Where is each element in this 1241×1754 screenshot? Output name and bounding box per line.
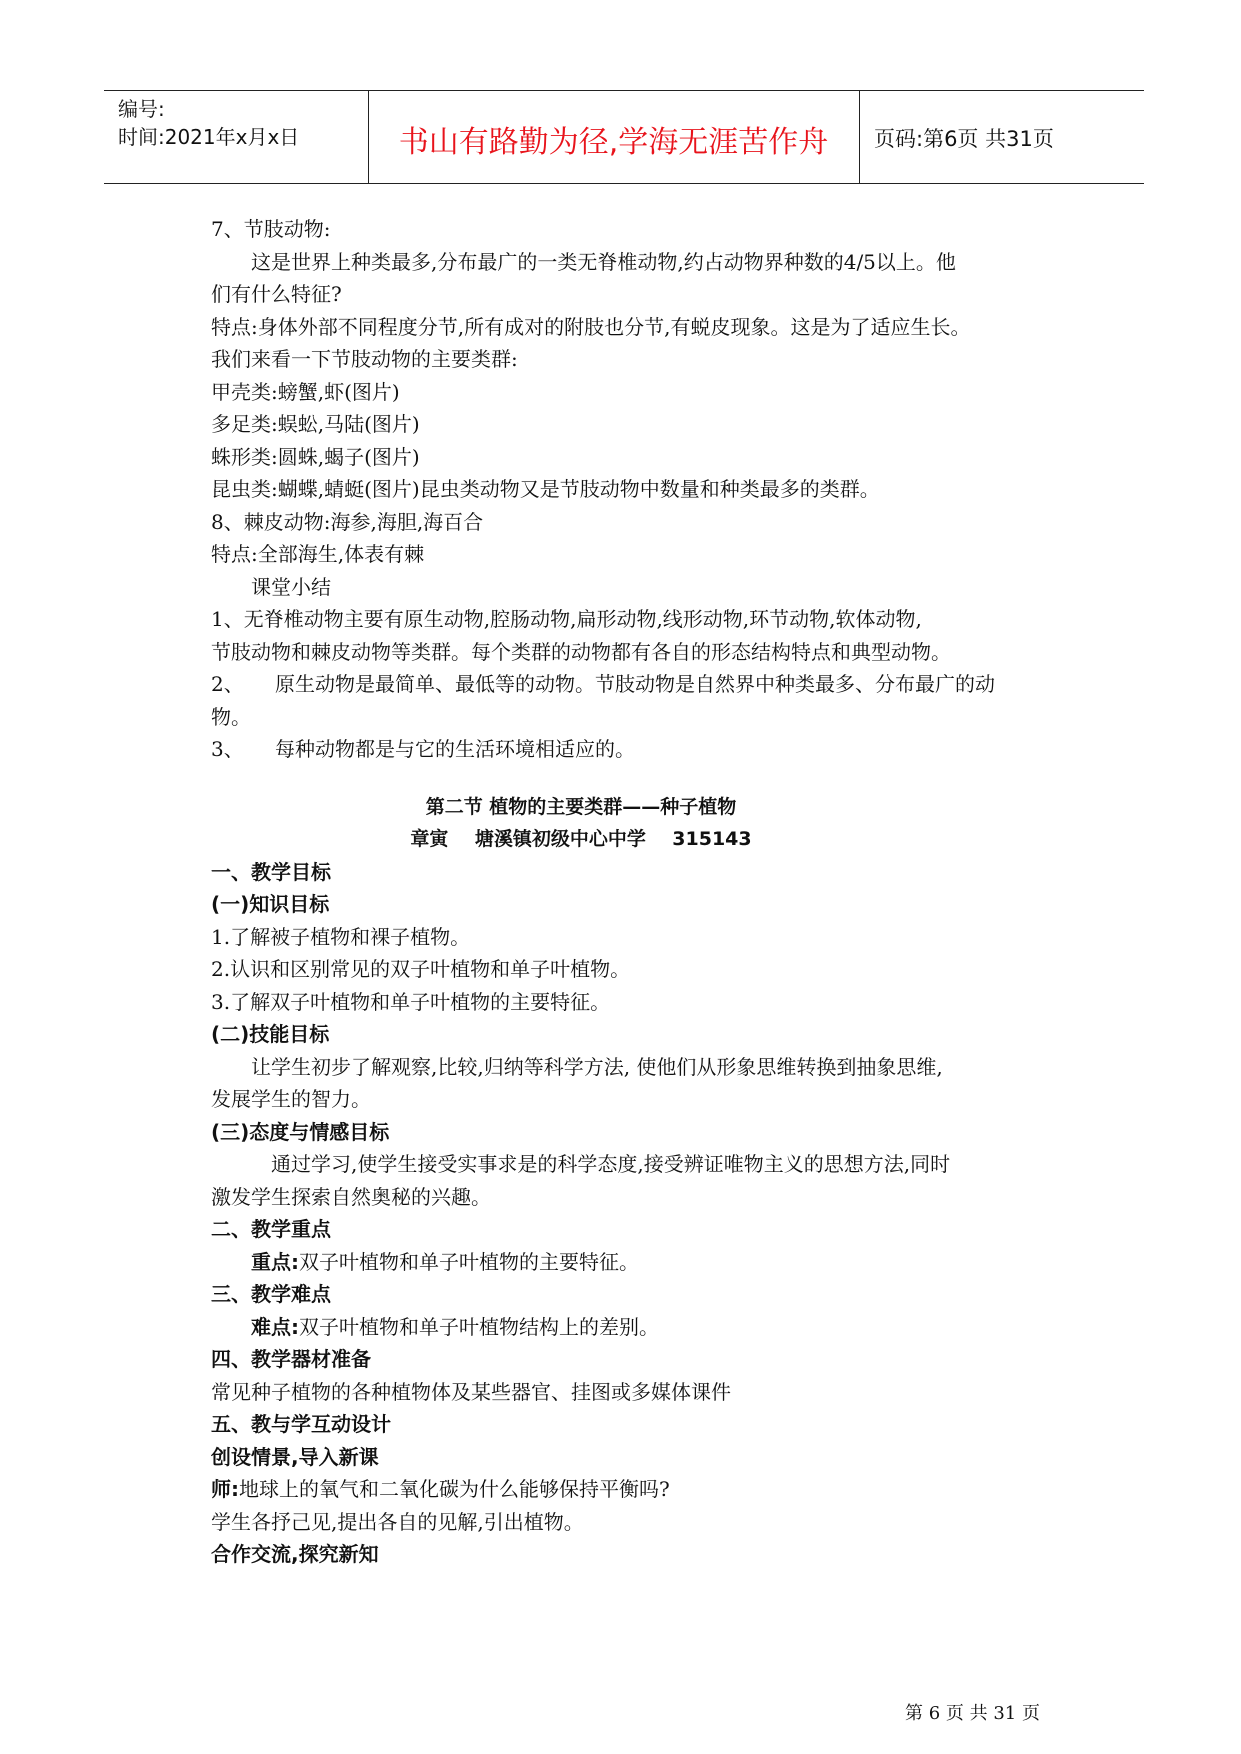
- item8-feature: 特点:全部海生,体表有棘: [211, 542, 425, 566]
- header-page-cell: [860, 91, 1144, 183]
- page-header: [104, 90, 1144, 184]
- knowledge-item-2: 2.认识和区别常见的双子叶植物和单子叶植物。: [211, 957, 631, 981]
- attitude-line1: 通过学习,使学生接受实事求是的科学态度,接受辨证唯物主义的思想方法,同时: [271, 1152, 951, 1176]
- item8-title: 8、棘皮动物:海参,海胆,海百合: [211, 509, 484, 534]
- document-body: [211, 213, 1071, 1571]
- item7-intro-line1: 这是世界上种类最多,分布最广的一类无脊椎动物,约占动物界种数的4/5以上。他: [251, 249, 956, 274]
- knowledge-item-1: 1.了解被子植物和裸子植物。: [211, 924, 471, 949]
- header-motto: 书山有路勤为径,学海无涯苦作舟: [398, 125, 829, 160]
- equipment-text: 常见种子植物的各种植物体及某些器官、挂图或多媒体课件: [211, 1379, 731, 1404]
- attitude-line2: 激发学生探索自然奥秘的兴趣。: [211, 1184, 491, 1209]
- knowledge-item-3: 3.了解双子叶植物和单子叶植物的主要特征。: [211, 989, 611, 1014]
- summary3-text: 每种动物都是与它的生活环境相适应的。: [275, 737, 635, 761]
- item7-title: 7、节肢动物:: [211, 217, 331, 241]
- key-point-text: 双子叶植物和单子叶植物的主要特征。: [299, 1249, 639, 1274]
- student-line: 学生各抒己见,提出各自的见解,引出植物。: [211, 1509, 584, 1534]
- difficulty-label: 难点:: [251, 1314, 299, 1339]
- item7-groups-intro: 我们来看一下节肢动物的主要类群:: [211, 347, 518, 371]
- author-line: 章寅 塘溪镇初级中心中学 315143: [410, 828, 752, 850]
- summary-title: 课堂小结: [251, 574, 331, 599]
- heading-attitude-goals: (三)态度与情感目标: [211, 1119, 390, 1144]
- heading-key-points: 二、教学重点: [211, 1217, 331, 1241]
- page-footer: 第 6 页 共 31 页: [905, 1703, 1040, 1724]
- group-crustacean: 甲壳类:螃蟹,虾(图片): [211, 379, 400, 404]
- key-point-label: 重点:: [251, 1249, 299, 1274]
- skill-line2: 发展学生的智力。: [211, 1087, 371, 1111]
- group-insect: 昆虫类:蝴蝶,蜻蜓(图片)昆虫类动物又是节肢动物中数量和种类最多的类群。: [211, 477, 880, 501]
- header-left-cell: [104, 91, 369, 183]
- item7-intro-line2: 们有什么特征?: [211, 282, 342, 306]
- heading-interaction-design: 五、教与学互动设计: [211, 1412, 391, 1436]
- key-point-line: [211, 1246, 1071, 1279]
- document-number-label: 编号:: [118, 97, 165, 121]
- difficulty-line: [211, 1311, 1071, 1344]
- heading-difficulties: 三、教学难点: [211, 1282, 331, 1306]
- summary2-line2: 物。: [211, 704, 251, 729]
- heading-teaching-goals: 一、教学目标: [211, 859, 331, 884]
- difficulty-text: 双子叶植物和单子叶植物结构上的差别。: [299, 1314, 659, 1339]
- summary3-line: [211, 733, 1071, 766]
- summary3-number: 3、: [211, 737, 244, 761]
- summary2-line1: [211, 668, 1071, 701]
- group-myriapod: 多足类:蜈蚣,马陆(图片): [211, 412, 420, 436]
- teacher-line: [211, 1473, 1071, 1506]
- heading-cooperate-explore: 合作交流,探究新知: [211, 1542, 379, 1566]
- skill-line1: 让学生初步了解观察,比较,归纳等科学方法, 使他们从形象思维转换到抽象思维,: [251, 1054, 943, 1079]
- header-page-info: 页码:第6页 共31页: [874, 127, 1054, 151]
- header-motto-cell: [368, 91, 860, 183]
- summary2-number: 2、: [211, 672, 244, 696]
- document-time-label: 时间:2021年x月x日: [118, 125, 300, 149]
- heading-skill-goals: (二)技能目标: [211, 1022, 330, 1046]
- heading-create-scenario: 创设情景,导入新课: [211, 1444, 379, 1469]
- heading-knowledge-goals: (一)知识目标: [211, 892, 330, 916]
- group-arachnid: 蛛形类:圆蛛,蝎子(图片): [211, 444, 420, 469]
- teacher-text: 地球上的氧气和二氧化碳为什么能够保持平衡吗?: [239, 1477, 670, 1501]
- summary2-text: 原生动物是最简单、最低等的动物。节肢动物是自然界中种类最多、分布最广的动: [275, 672, 995, 696]
- summary1-line2: 节肢动物和棘皮动物等类群。每个类群的动物都有各自的形态结构特点和典型动物。: [211, 639, 951, 664]
- summary1-line1: 1、无脊椎动物主要有原生动物,腔肠动物,扁形动物,线形动物,环节动物,软体动物,: [211, 607, 922, 631]
- teacher-label: 师:: [211, 1477, 239, 1501]
- item7-feature: 特点:身体外部不同程度分节,所有成对的附肢也分节,有蜕皮现象。这是为了适应生长。: [211, 314, 971, 339]
- section-title: 第二节 植物的主要类群——种子植物: [425, 795, 737, 818]
- heading-equipment: 四、教学器材准备: [211, 1347, 371, 1371]
